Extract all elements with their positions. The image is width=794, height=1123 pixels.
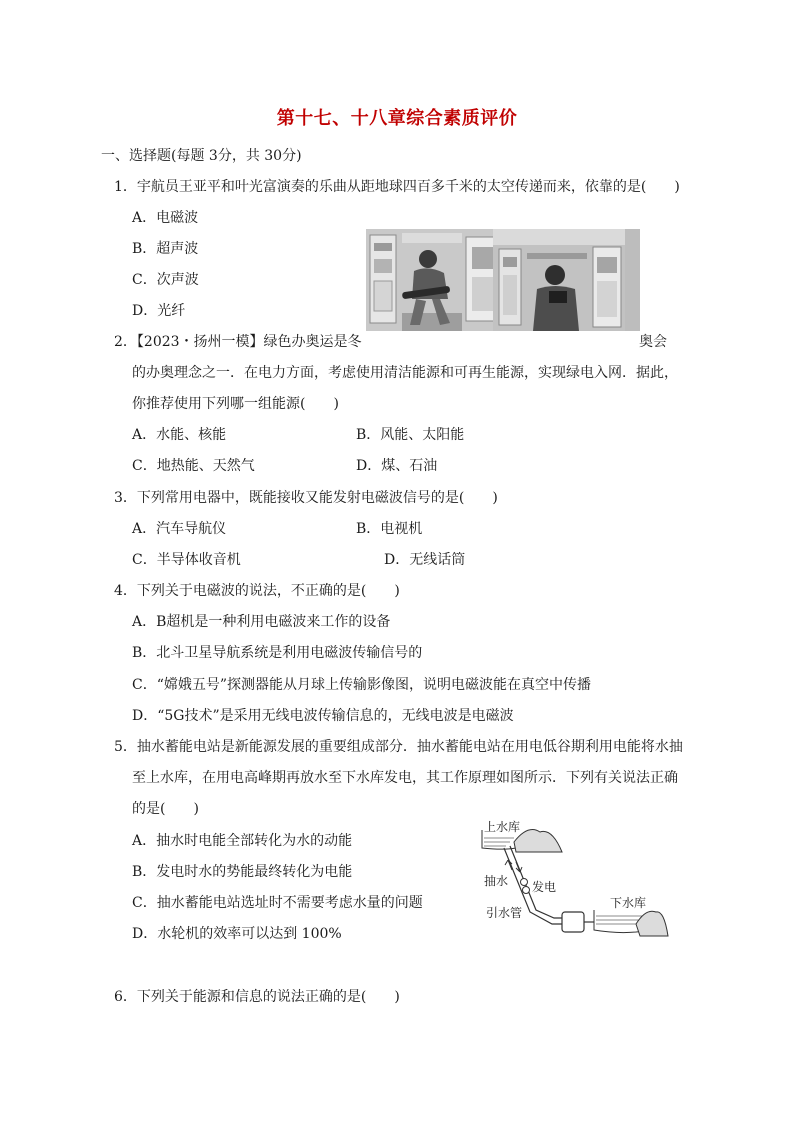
question-5-line-3: 的是( ) [132, 801, 199, 817]
question-2-line-2: 的办奥理念之一．在电力方面，考虑使用清洁能源和可再生能源，实现绿电入网．据此， [132, 365, 678, 381]
section-heading: 一、选择题(每题 3分，共 30分) [101, 148, 302, 164]
label-lower-reservoir: 下水库 [610, 896, 647, 910]
question-3-stem: 3．下列常用电器中，既能接收又能发射电磁波信号的是( ) [114, 490, 498, 506]
label-pipe: 引水管 [486, 906, 523, 920]
question-1-option-d: D．光纤 [132, 303, 186, 319]
question-1-option-c: C．次声波 [132, 272, 199, 288]
question-2-option-a: A．水能、核能 [132, 427, 227, 443]
question-2-option-d: D．煤、石油 [356, 458, 438, 474]
question-4-option-a: A．B超机是一种利用电磁波来工作的设备 [132, 614, 391, 630]
question-3-option-b: B．电视机 [356, 521, 423, 537]
question-3-option-d: D．无线话筒 [384, 552, 466, 568]
question-3-option-a: A．汽车导航仪 [132, 521, 227, 537]
question-3-option-c: C．半导体收音机 [132, 552, 241, 568]
question-5-line-1: 5．抽水蓄能电站是新能源发展的重要组成部分．抽水蓄能电站在用电低谷期利用电能将水抽 [114, 739, 683, 755]
question-4-option-d: D．“5G技术”是采用无线电波传输信息的，无线电波是电磁波 [132, 708, 514, 724]
question-5-option-a: A．抽水时电能全部转化为水的动能 [132, 833, 353, 849]
label-pump: 抽水 [484, 874, 509, 888]
question-1-stem: 1．宇航员王亚平和叶光富演奏的乐曲从距地球四百多千米的太空传递而来，依靠的是( ) [114, 179, 680, 195]
astronaut-photo-right [493, 229, 640, 331]
question-4-option-b: B．北斗卫星导航系统是利用电磁波传输信号的 [132, 645, 423, 661]
question-5-option-b: B．发电时水的势能最终转化为电能 [132, 864, 353, 880]
question-2-line-3: 你推荐使用下列哪一组能源( ) [132, 396, 339, 412]
question-2-stem-end: 奥会 [639, 334, 667, 350]
question-1-option-a: A．电磁波 [132, 210, 199, 226]
question-4-option-c: C．“嫦娥五号”探测器能从月球上传输影像图，说明电磁波能在真空中传播 [132, 677, 592, 693]
label-generate: 发电 [532, 880, 557, 894]
astronaut-photo-left [366, 229, 513, 331]
question-2-stem: 2．【2023・扬州一模】绿色办奥运是冬 [114, 334, 362, 350]
question-5-option-c: C．抽水蓄能电站选址时不需要考虑水量的问题 [132, 895, 423, 911]
question-2-option-c: C．地热能、天然气 [132, 458, 255, 474]
question-5-line-2: 至上水库，在用电高峰期再放水至下水库发电，其工作原理如图所示．下列有关说法正确 [132, 770, 678, 786]
question-5-option-d: D．水轮机的效率可以达到 100% [132, 926, 342, 942]
label-upper-reservoir: 上水库 [484, 820, 521, 834]
page-title: 第十七、十八章综合素质评价 [276, 108, 518, 129]
question-6-stem: 6．下列关于能源和信息的说法正确的是( ) [114, 989, 400, 1005]
pumped-storage-diagram [470, 812, 675, 947]
question-2-option-b: B．风能、太阳能 [356, 427, 465, 443]
question-4-stem: 4．下列关于电磁波的说法，不正确的是( ) [114, 583, 400, 599]
question-1-option-b: B．超声波 [132, 241, 199, 257]
